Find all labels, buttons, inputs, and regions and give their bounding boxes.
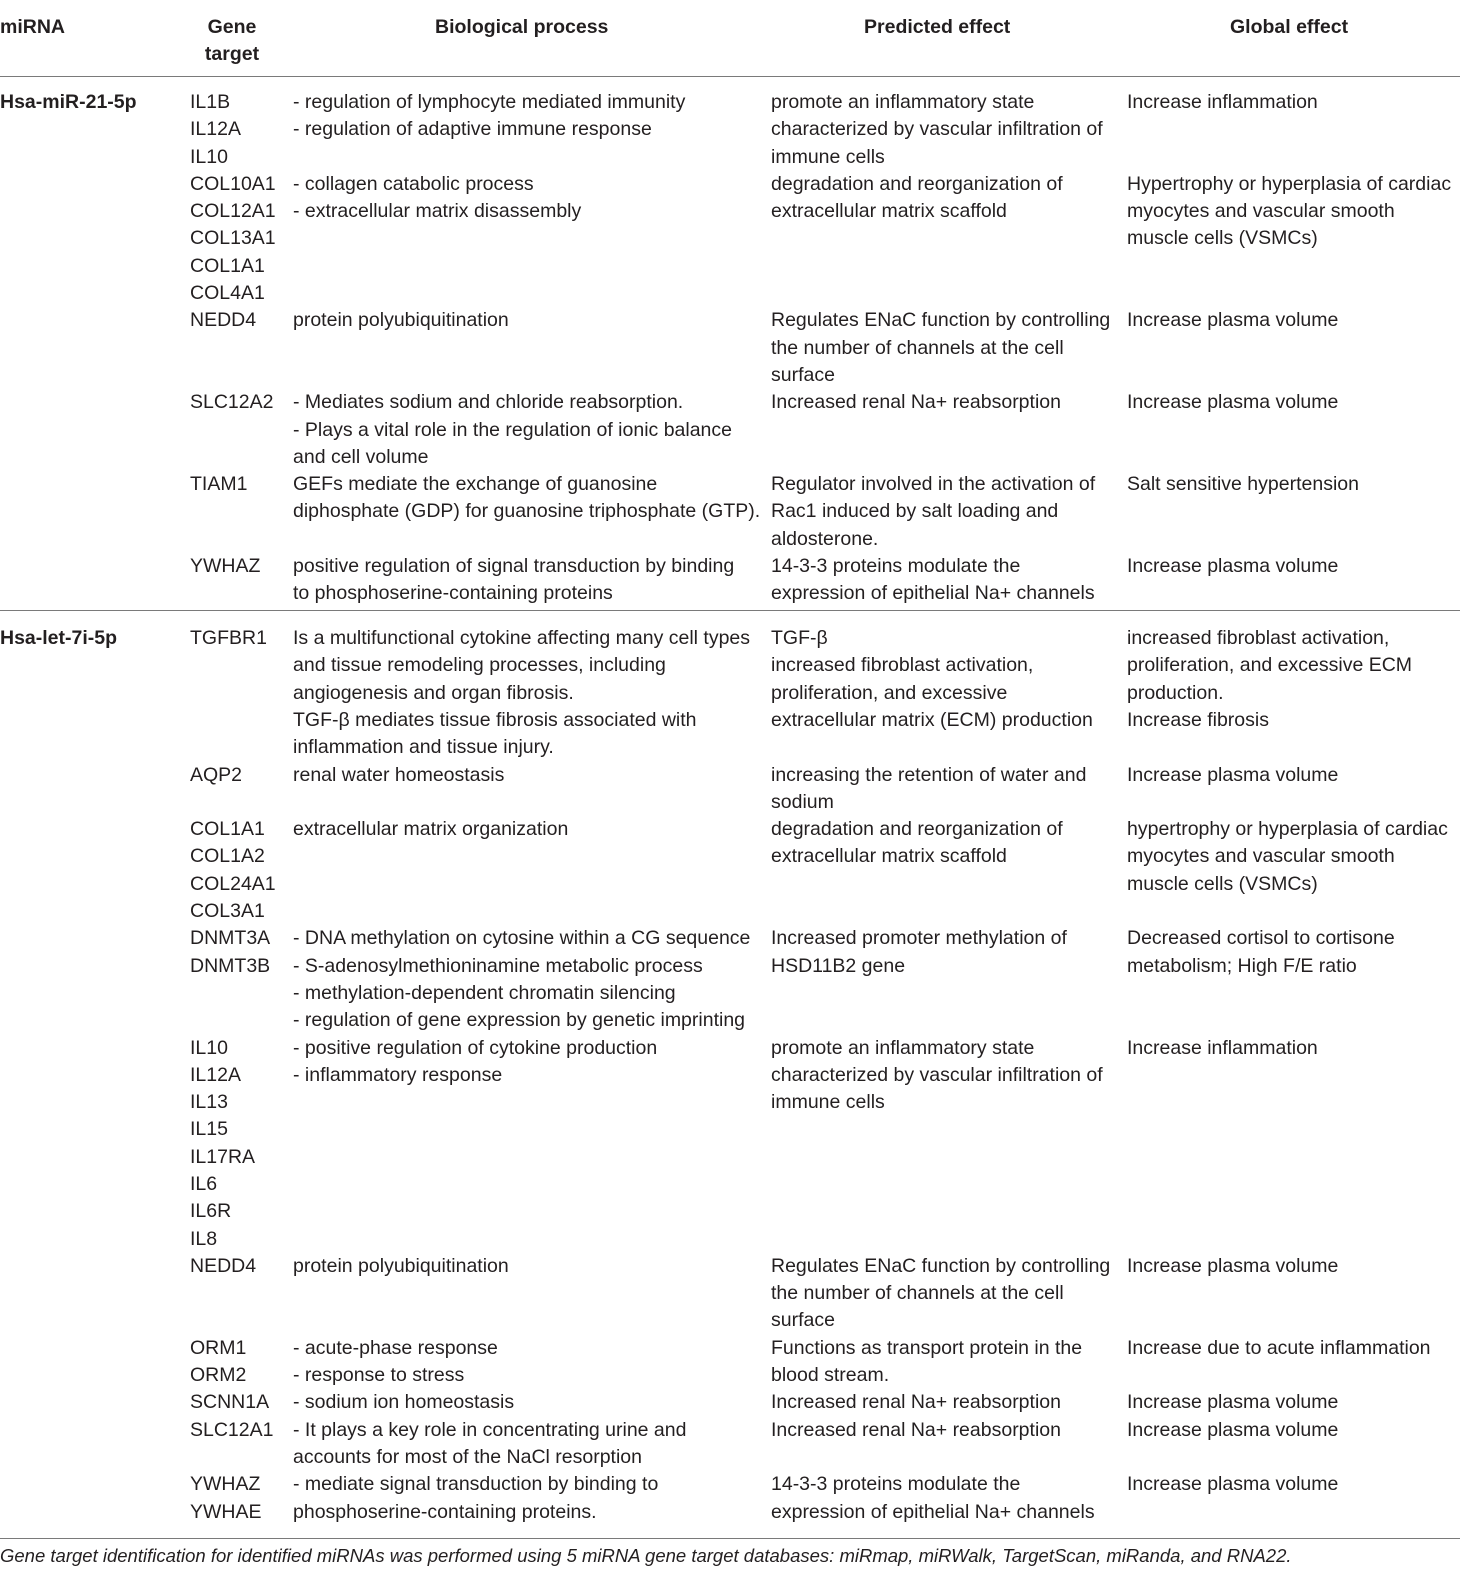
- biological-process-cell: - Mediates sodium and chloride reabsorption. - Plays a vital role in the regulation of ionic balance and cell volume: [293, 391, 732, 468]
- gene-target-cell: COL1A1 COL1A2 COL24A1 COL3A1: [190, 818, 276, 922]
- gene-target-cell: YWHAZ: [190, 555, 261, 578]
- predicted-effect-cell: Regulates ENaC function by controlling the number of channels at the cell surface: [771, 309, 1111, 386]
- gene-target-cell: SLC12A1: [190, 1418, 274, 1441]
- predicted-effect-cell: Functions as transport protein in the blood stream.: [771, 1336, 1083, 1387]
- gene-target-cell: TGFBR1: [190, 627, 267, 649]
- group-divider: [0, 610, 1460, 611]
- predicted-effect-cell: Regulator involved in the activation of Rac1 induced by salt loading and aldosterone.: [771, 473, 1096, 550]
- gene-target-cell: NEDD4: [190, 309, 257, 332]
- biological-process-cell: Is a multifunctional cytokine affecting many cell types and tissue remodeling processes, including angiogenesis and organ fibrosis. TGF-β mediates tissue fibrosis associated with inflammation and tissue injury.: [293, 627, 751, 759]
- predicted-effect-cell: Increased renal Na+ reabsorption: [771, 391, 1061, 414]
- mirna-label: Hsa-miR-21-5p: [0, 91, 137, 113]
- gene-target-cell: IL1B IL12A IL10: [190, 91, 241, 168]
- global-effect-cell: Increase plasma volume: [1127, 555, 1339, 578]
- predicted-effect-cell: degradation and reorganization of extracellular matrix scaffold: [771, 818, 1063, 868]
- biological-process-cell: renal water homeostasis: [293, 763, 505, 786]
- table-footnote: Gene target identification for identified miRNAs was performed using 5 miRNA gene target databases: miRmap, miRWalk, TargetScan, miRanda, and RNA22.: [0, 1545, 1292, 1566]
- biological-process-cell: extracellular matrix organization: [293, 818, 569, 841]
- gene-target-cell: SCNN1A: [190, 1391, 270, 1414]
- global-effect-cell: Increase plasma volume: [1127, 1391, 1339, 1414]
- gene-target-cell: COL10A1 COL12A1 COL13A1 COL1A1 COL4A1: [190, 172, 276, 305]
- header-predicted-effect: Predicted effect: [864, 16, 1011, 38]
- predicted-effect-cell: promote an inflammatory state characterized by vascular infiltration of immune cells: [771, 1036, 1103, 1114]
- biological-process-cell: protein polyubiquitination: [293, 1254, 509, 1277]
- mirna-label: Hsa-let-7i-5p: [0, 627, 118, 649]
- global-effect-cell: Increase inflammation: [1127, 1036, 1318, 1059]
- global-effect-cell: Increase plasma volume: [1127, 309, 1339, 332]
- header-mirna: miRNA: [0, 16, 66, 38]
- biological-process-cell: - positive regulation of cytokine production - inflammatory response: [293, 1036, 658, 1086]
- header-global-effect: Global effect: [1230, 16, 1349, 38]
- global-effect-cell: hypertrophy or hyperplasia of cardiac myocytes and vascular smooth muscle cells (VSMCs): [1127, 818, 1448, 895]
- gene-target-cell: SLC12A2: [190, 391, 274, 414]
- predicted-effect-cell: degradation and reorganization of extracellular matrix scaffold: [771, 172, 1063, 223]
- predicted-effect-cell: Increased promoter methylation of HSD11B2 gene: [771, 927, 1067, 977]
- table-header: [0, 0, 1460, 77]
- global-effect-cell: Increase plasma volume: [1127, 1418, 1339, 1441]
- predicted-effect-cell: Increased renal Na+ reabsorption: [771, 1391, 1061, 1414]
- gene-target-cell: AQP2: [190, 763, 243, 786]
- global-effect-cell: Increase inflammation: [1127, 91, 1318, 113]
- global-effect-cell: Increase plasma volume: [1127, 1473, 1339, 1496]
- predicted-effect-cell: Regulates ENaC function by controlling the number of channels at the cell surface: [771, 1254, 1111, 1332]
- global-effect-cell: Hypertrophy or hyperplasia of cardiac myocytes and vascular smooth muscle cells (VSMCs): [1127, 172, 1452, 250]
- biological-process-cell: - regulation of lymphocyte mediated immunity - regulation of adaptive immune response: [293, 91, 686, 141]
- gene-target-cell: TIAM1: [190, 473, 248, 496]
- biological-process-cell: - acute-phase response - response to stress: [293, 1336, 498, 1387]
- biological-process-cell: positive regulation of signal transduction by binding to phosphoserine-containing proteins: [293, 555, 735, 605]
- predicted-effect-cell: promote an inflammatory state characterized by vascular infiltration of immune cells: [771, 91, 1103, 168]
- group-divider: [0, 1538, 1460, 1539]
- global-effect-cell: Increase plasma volume: [1127, 391, 1339, 414]
- global-effect-cell: Increase plasma volume: [1127, 1254, 1339, 1277]
- biological-process-cell: - DNA methylation on cytosine within a CG sequence - S-adenosylmethioninamine metabolic process - methylation-dependent chromatin silencing - regulation of gene expression by genetic imprinting: [293, 927, 751, 1032]
- predicted-effect-cell: Increased renal Na+ reabsorption: [771, 1418, 1061, 1441]
- header-gene-target: Gene target: [204, 16, 260, 65]
- biological-process-cell: GEFs mediate the exchange of guanosine diphosphate (GDP) for guanosine triphosphate (GTP).: [293, 473, 761, 523]
- gene-target-cell: IL10 IL12A IL13 IL15 IL17RA IL6 IL6R IL8: [190, 1036, 256, 1250]
- global-effect-cell: Increase plasma volume: [1127, 763, 1339, 786]
- gene-target-cell: DNMT3A DNMT3B: [190, 927, 271, 977]
- biological-process-cell: - sodium ion homeostasis: [293, 1391, 515, 1414]
- global-effect-cell: Decreased cortisol to cortisone metabolism; High F/E ratio: [1127, 927, 1395, 977]
- biological-process-cell: protein polyubiquitination: [293, 309, 509, 332]
- header-biological-process: Biological process: [435, 16, 609, 38]
- gene-target-cell: YWHAZ YWHAE: [190, 1473, 262, 1523]
- predicted-effect-cell: TGF-β increased fibroblast activation, proliferation, and excessive extracellular matrix (ECM) production: [771, 627, 1093, 731]
- global-effect-cell: Salt sensitive hypertension: [1127, 473, 1359, 496]
- predicted-effect-cell: 14-3-3 proteins modulate the expression of epithelial Na+ channels: [771, 1473, 1095, 1523]
- gene-target-cell: ORM1 ORM2: [190, 1336, 247, 1387]
- predicted-effect-cell: increasing the retention of water and sodium: [771, 763, 1087, 813]
- biological-process-cell: - It plays a key role in concentrating urine and accounts for most of the NaCl resorption: [293, 1418, 687, 1468]
- gene-target-cell: NEDD4: [190, 1254, 257, 1277]
- biological-process-cell: - mediate signal transduction by binding to phosphoserine-containing proteins.: [293, 1473, 659, 1523]
- global-effect-cell: increased fibroblast activation, proliferation, and excessive ECM production. Increase fibrosis: [1127, 627, 1413, 731]
- biological-process-cell: - collagen catabolic process - extracellular matrix disassembly: [293, 172, 582, 223]
- global-effect-cell: Increase due to acute inflammation: [1127, 1336, 1431, 1359]
- predicted-effect-cell: 14-3-3 proteins modulate the expression of epithelial Na+ channels: [771, 555, 1095, 605]
